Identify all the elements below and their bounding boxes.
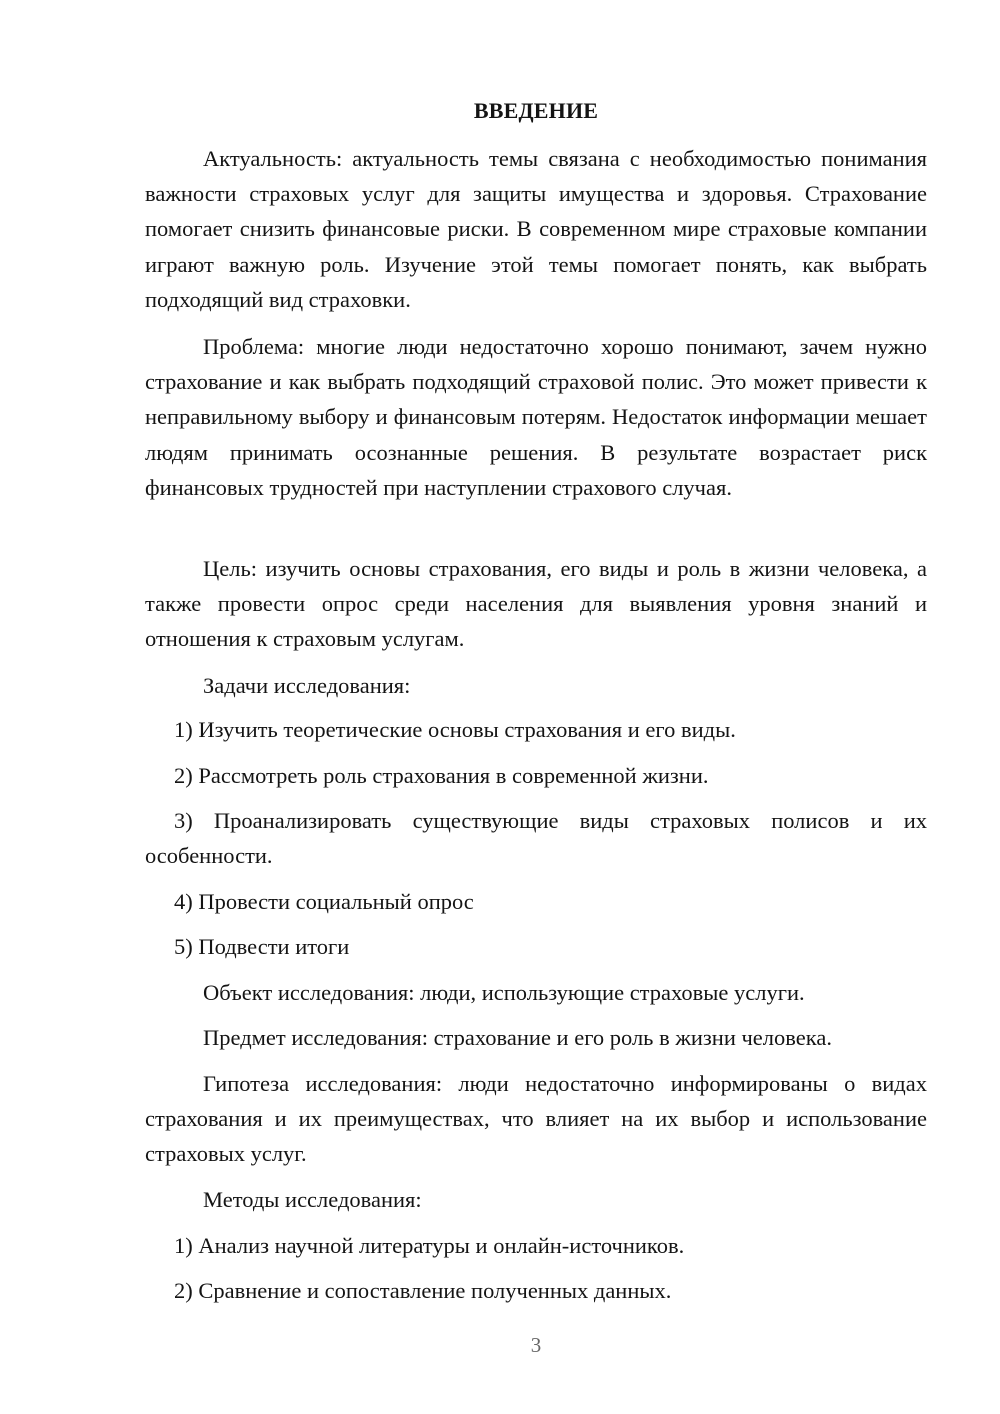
- methods-heading: Методы исследования:: [203, 1187, 422, 1212]
- method-item: 1) Анализ научной литературы и онлайн-источников.: [174, 1233, 685, 1258]
- task-item: 4) Провести социальный опрос: [174, 889, 474, 914]
- subject-paragraph: Предмет исследования: страхование и его роль в жизни человека.: [203, 1025, 832, 1050]
- section-title: ВВЕДЕНИЕ: [473, 98, 599, 123]
- problem-paragraph: Проблема: многие люди недостаточно хорошо понимают, зачем нужно страхование и как выбрать подходящий страховой полис. Это может привести к неправильному выбору и финансовым потерям. Недостаток информации мешает людям принимать осознанные решения. В результате возрастает риск финансовых трудностей при наступлении страхового случая.: [145, 334, 927, 500]
- document-page: [145, 0, 927, 1414]
- hypothesis-paragraph: Гипотеза исследования: люди недостаточно информированы о видах страхования и их преимуществах, что влияет на их выбор и использование страховых услуг.: [145, 1071, 927, 1167]
- method-item: 2) Сравнение и сопоставление полученных данных.: [174, 1278, 672, 1303]
- page-number: 3: [530, 1333, 542, 1357]
- task-item: 1) Изучить теоретические основы страхования и его виды.: [174, 717, 736, 742]
- task-item: 3) Проанализировать существующие виды страховых полисов и их особенности.: [145, 808, 927, 869]
- task-item: 5) Подвести итоги: [174, 934, 350, 959]
- goal-paragraph: Цель: изучить основы страхования, его виды и роль в жизни человека, а также провести опрос среди населения для выявления уровня знаний и отношения к страховым услугам.: [145, 556, 927, 652]
- task-item: 2) Рассмотреть роль страхования в современной жизни.: [174, 763, 709, 788]
- object-paragraph: Объект исследования: люди, использующие страховые услуги.: [203, 980, 805, 1005]
- relevance-paragraph: Актуальность: актуальность темы связана с необходимостью понимания важности страховых услуг для защиты имущества и здоровья. Страхование помогает снизить финансовые риски. В современном мире страховые компании играют важную роль. Изучение этой темы помогает понять, как выбрать подходящий вид страховки.: [145, 146, 927, 312]
- tasks-heading: Задачи исследования:: [203, 673, 411, 698]
